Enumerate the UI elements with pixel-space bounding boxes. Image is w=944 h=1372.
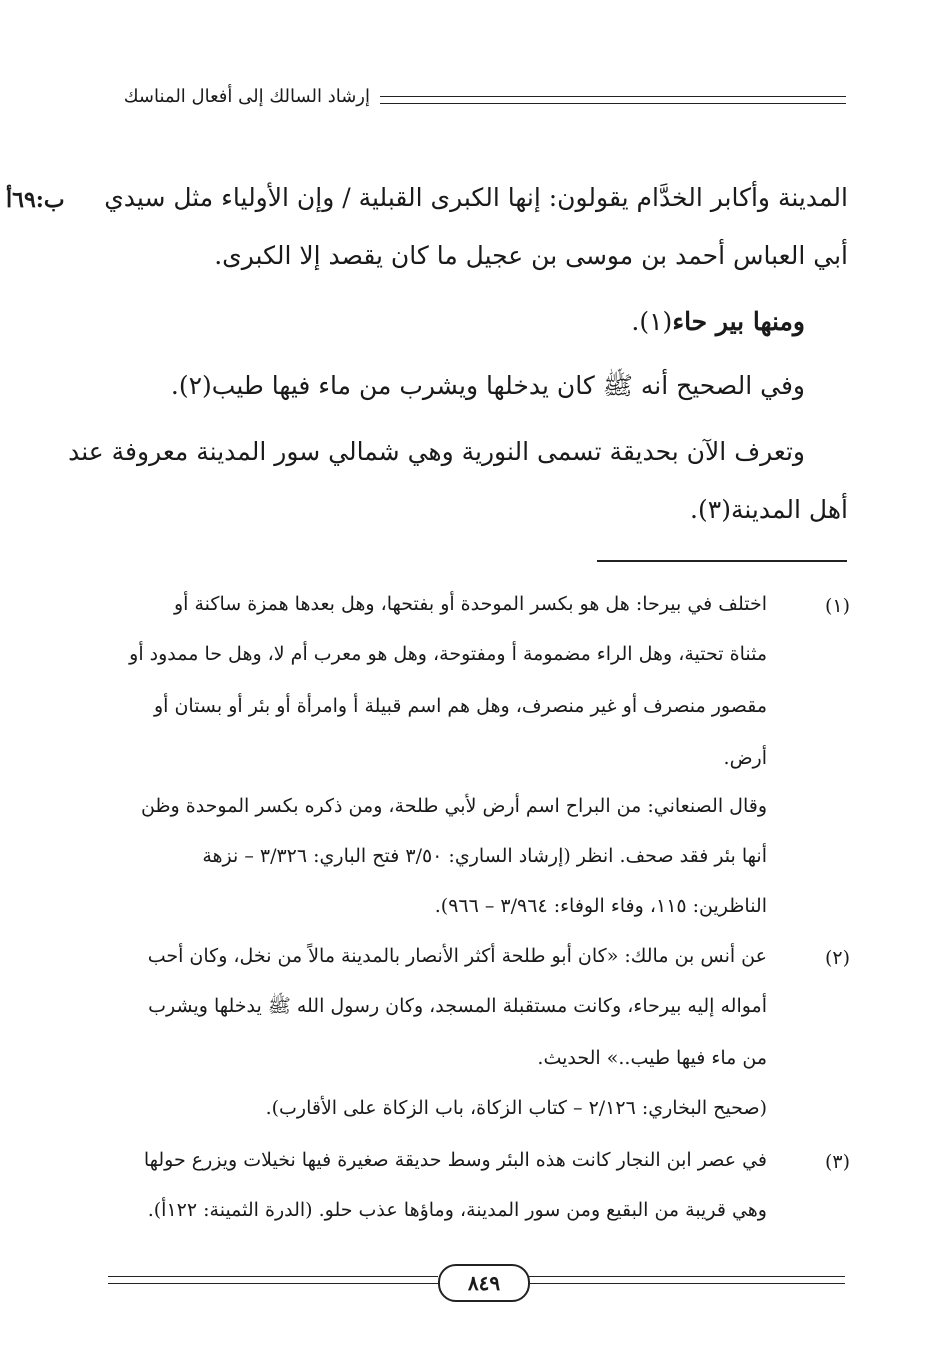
footnote-1-line: أرض. xyxy=(723,747,767,769)
footnote-3-line: وهي قريبة من البقيع ومن سور المدينة، وماؤها عذب حلو. (الدرة الثمينة: ١٢٢أ). xyxy=(147,1199,767,1221)
footnote-3-line: في عصر ابن النجار كانت هذه البئر وسط حديقة صغيرة فيها نخيلات ويزرع حولها xyxy=(143,1149,767,1171)
footer-rule-right xyxy=(525,1276,845,1284)
footnote-2-line: من ماء فيها طيب..» الحديث. xyxy=(537,1047,767,1069)
page-number: ٨٤٩ xyxy=(438,1264,530,1302)
section-heading-note: (١). xyxy=(631,307,673,336)
footnote-2-line: (صحيح البخاري: ٢/١٢٦ – كتاب الزكاة، باب الزكاة على الأقارب). xyxy=(265,1097,767,1119)
body-line-1: المدينة وأكابر الخدَّام يقولون: إنها الكبرى القبلية / وإن الأولياء مثل سيدي xyxy=(104,183,848,212)
footnote-1-line: اختلف في بيرحا: هل هو بكسر الموحدة أو بفتحها، وهل بعدها همزة ساكنة أو xyxy=(173,593,767,615)
footnote-2-line: أمواله إليه بيرحاء، وكانت مستقبلة المسجد، وكان رسول الله ﷺ يدخلها ويشرب xyxy=(148,995,767,1017)
footnote-2-number: (٢) xyxy=(824,947,850,969)
footnote-1-line: مثناة تحتية، وهل الراء مضمومة أ ومفتوحة، وهل هو معرب أم لا، وهل حا ممدود أو xyxy=(129,643,767,665)
body-line-5: أهل المدينة(٣). xyxy=(690,495,848,524)
running-header-title: إرشاد السالك إلى أفعال المناسك xyxy=(123,86,370,107)
footnote-separator xyxy=(597,560,847,562)
header-rule xyxy=(380,96,846,104)
footnote-1-line: أنها بئر فقد صحف. انظر (إرشاد الساري: ٣/٥٠ فتح الباري: ٣/٣٢٦ – نزهة xyxy=(202,845,767,867)
footnote-1-number: (١) xyxy=(824,595,850,617)
body-line-3: وفي الصحيح أنه ﷺ كان يدخلها ويشرب من ماء فيها طيب(٢). xyxy=(170,371,805,400)
body-line-2: أبي العباس أحمد بن موسى بن عجيل ما كان يقصد إلا الكبرى. xyxy=(214,241,848,270)
body-line-4: وتعرف الآن بحديقة تسمى النورية وهي شمالي سور المدينة معروفة عند xyxy=(68,437,805,466)
footnote-3-number: (٣) xyxy=(824,1151,850,1173)
footnote-2-line: عن أنس بن مالك: «كان أبو طلحة أكثر الأنصار بالمدينة مالاً من نخل، وكان أحب xyxy=(147,945,767,967)
section-heading xyxy=(200,302,805,342)
footnote-1-line: وقال الصنعاني: من البراح اسم أرض لأبي طلحة، ومن ذكره بكسر الموحدة وظن xyxy=(140,795,767,817)
footnote-1-line: الناظرين: ١١٥، وفاء الوفاء: ٣/٩٦٤ – ٩٦٦). xyxy=(434,895,767,917)
section-heading-text: ومنها بير حاء xyxy=(672,307,805,336)
footnote-1-line: مقصور منصرف أو غير منصرف، وهل هم اسم قبيلة أ وامرأة أو بئر أو بستان أو xyxy=(153,695,767,717)
margin-folio-note: ب:٦٩أ xyxy=(6,187,65,213)
footer-rule-left xyxy=(108,1276,438,1284)
